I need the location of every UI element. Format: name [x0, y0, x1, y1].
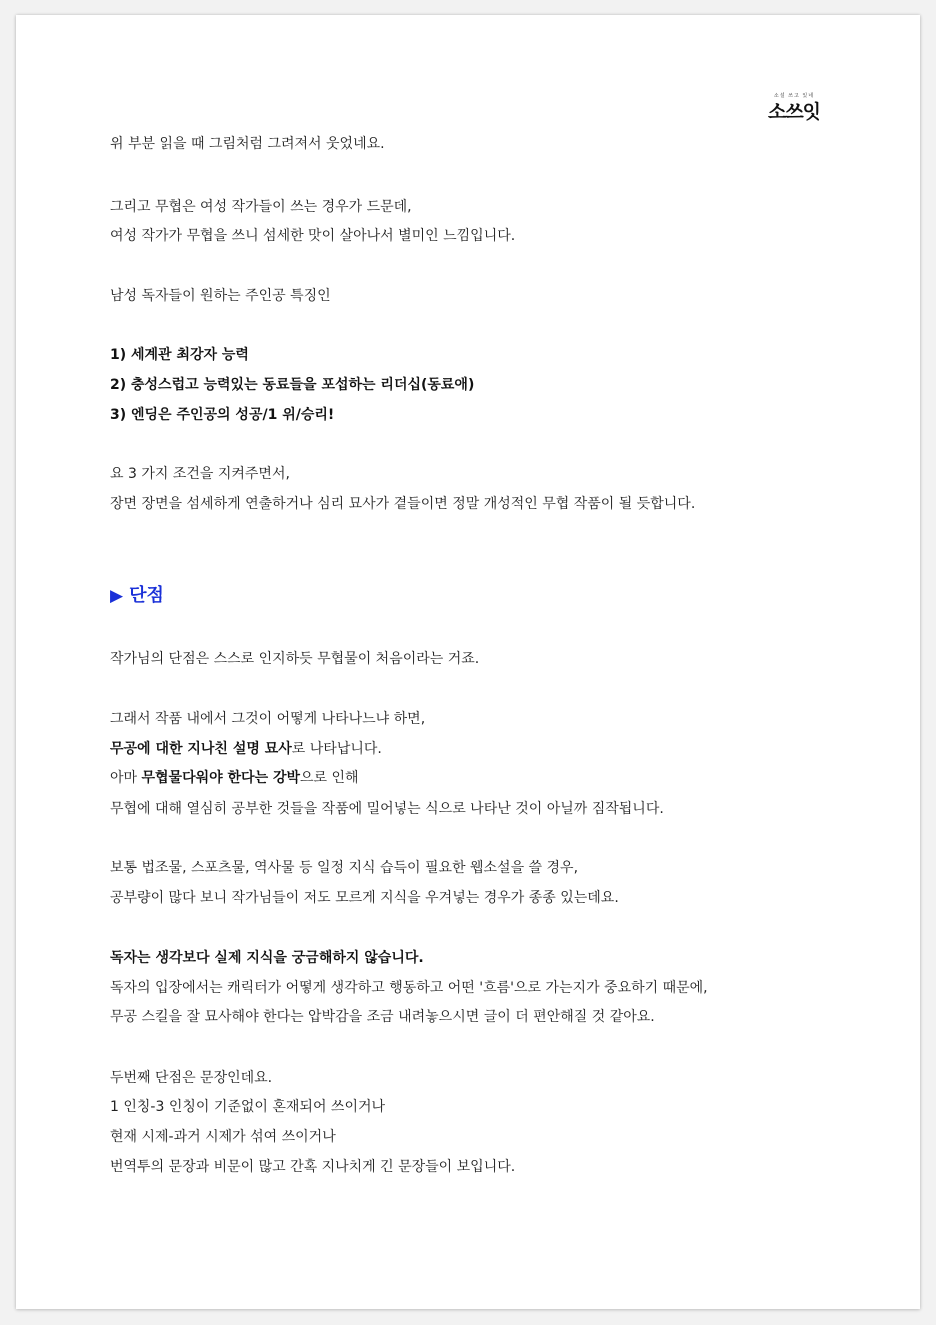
weakness-p5-line-3: 현재 시제-과거 시제가 섞여 쓰이거나: [110, 1129, 336, 1145]
emphasis-text: 무공에 대한 지나친 설명 묘사: [110, 741, 292, 757]
emphasis-text: 무협물다워야 한다는 강박: [141, 770, 301, 786]
plain-text: 으로 인해: [300, 770, 359, 786]
condition-item-2: 2) 충성스럽고 능력있는 동료들을 포섭하는 리더십(동료애): [110, 377, 475, 393]
section-title: 단점: [129, 585, 164, 606]
summary-line-1: 요 3 가지 조건을 지켜주면서,: [110, 466, 290, 482]
logo-tagline: 소설 쓰고 있네: [773, 93, 815, 99]
logo-wordmark: 소쓰잇: [767, 101, 821, 123]
weakness-p3-line-2: 공부량이 많다 보니 작가님들이 저도 모르게 지식을 우겨넣는 경우가 종종 있는데요.: [110, 890, 619, 906]
intro-line-2: 그리고 무협은 여성 작가들이 쓰는 경우가 드문데,: [110, 199, 412, 215]
triangle-marker-icon: ▶: [110, 586, 124, 606]
condition-item-3: 3) 엔딩은 주인공의 성공/1 위/승리!: [110, 407, 335, 423]
weakness-p2-line-4: 무협에 대해 열심히 공부한 것들을 작품에 밀어넣는 식으로 나타난 것이 아닐까 짐작됩니다.: [110, 801, 664, 817]
intro-line-4: 남성 독자들이 원하는 주인공 특징인: [110, 288, 331, 304]
section-heading: [110, 583, 164, 609]
brand-logo: [764, 93, 824, 124]
plain-text: 로 나타납니다.: [291, 741, 382, 757]
weakness-p4-line-1: 독자는 생각보다 실제 지식을 궁금해하지 않습니다.: [110, 950, 424, 966]
weakness-p2-line-3: [110, 768, 359, 788]
weakness-p5-line-1: 두번째 단점은 문장인데요.: [110, 1070, 273, 1086]
document-page: [16, 15, 920, 1309]
weakness-p2-line-2: [110, 739, 382, 759]
intro-line-3: 여성 작가가 무협을 쓰니 섬세한 맛이 살아나서 별미인 느낌입니다.: [110, 228, 516, 244]
weakness-p4-line-3: 무공 스킬을 잘 묘사해야 한다는 압박감을 조금 내려놓으시면 글이 더 편안해질 것 같아요.: [110, 1009, 655, 1025]
summary-line-2: 장면 장면을 섬세하게 연출하거나 심리 묘사가 곁들이면 정말 개성적인 무협 작품이 될 듯합니다.: [110, 496, 696, 512]
weakness-p5-line-2: 1 인칭-3 인칭이 기준없이 혼재되어 쓰이거나: [110, 1099, 386, 1115]
weakness-p3-line-1: 보통 법조물, 스포츠물, 역사물 등 일정 지식 습득이 필요한 웹소설을 쓸 경우,: [110, 860, 579, 876]
weakness-p4-line-2: 독자의 입장에서는 캐릭터가 어떻게 생각하고 행동하고 어떤 '흐름'으로 가는지가 중요하기 때문에,: [110, 980, 708, 996]
weakness-p5-line-4: 번역투의 문장과 비문이 많고 간혹 지나치게 긴 문장들이 보입니다.: [110, 1159, 516, 1175]
weakness-p1: 작가님의 단점은 스스로 인지하듯 무협물이 처음이라는 거죠.: [110, 651, 480, 667]
condition-item-1: 1) 세계관 최강자 능력: [110, 347, 249, 363]
intro-line-1: 위 부분 읽을 때 그림처럼 그려져서 웃었네요.: [110, 136, 385, 152]
plain-text: 아마: [110, 770, 142, 786]
weakness-p2-line-1: 그래서 작품 내에서 그것이 어떻게 나타나느냐 하면,: [110, 711, 426, 727]
